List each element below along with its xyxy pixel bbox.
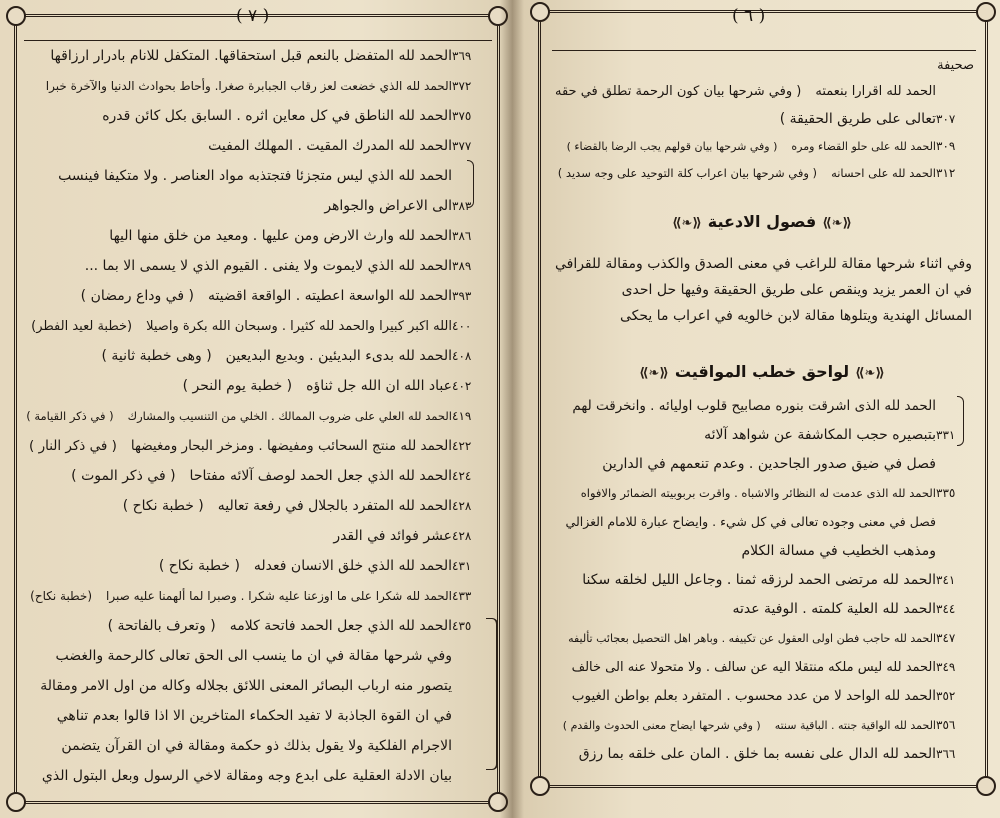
- entry-text: في ان القوة الجاذبة لا تفيد الحكماء المتاخرين الا اذا قالوا بعدم تناهي: [56, 708, 452, 724]
- section-title: فصول الادعية: [707, 212, 817, 231]
- entry-note: ( وفي شرحها بيان قولهم يجب الرضا بالقضاء ): [566, 140, 778, 153]
- list-item: [30, 584, 488, 608]
- table-of-contents-left: [22, 44, 488, 804]
- page-reference: ٣٤٩: [936, 660, 956, 674]
- section-title: لواحق خطب المواقيت: [674, 362, 850, 381]
- entry-text: فصل في ضيق صدور الجاحدين . وعدم تنعمهم في الدارين: [602, 456, 936, 472]
- page-reference: ٣٧٢: [452, 79, 472, 93]
- entry-text: الله اكبر كبيرا والحمد لله كثيرا . وسبحان الله بكرة واصيلا: [146, 319, 452, 334]
- list-item: [588, 452, 972, 476]
- entry-text: الحمد لله الذي خضعت لعز رقاب الجبابرة صغرا. وأحاط بحوادث الدنيا والآخرة خبرا: [45, 79, 452, 93]
- entry-text: الحمد لله على حلو القضاء ومره: [791, 140, 936, 153]
- page-reference: ٤٢٨: [452, 529, 472, 543]
- list-item: المسائل الهندية ويتلوها مقالة لابن خالويه في اعراب ما يحكى: [619, 308, 972, 324]
- entry-text: الحمد لله اقرارا بنعمته: [815, 84, 936, 99]
- ornament-icon: ⟪❧⟫: [822, 216, 852, 231]
- list-item: [558, 655, 972, 679]
- list-item: [71, 254, 488, 278]
- list-item: [319, 524, 488, 548]
- page-reference: ٤٢٨: [452, 499, 472, 513]
- entry-note: ( في ذكر النار ): [29, 438, 117, 454]
- ornament-icon: ⟪❧⟫: [639, 366, 669, 381]
- entry-text: وفي شرحها مقالة في ان ما ينسب الى الحق تعالى كالرحمة والغضب: [55, 648, 452, 664]
- entry-text: الحمد لله الواقية جنته . الباقية سنته: [774, 719, 936, 732]
- list-item: [29, 434, 488, 458]
- list-item: [26, 674, 488, 698]
- entry-text: الحمد لله العلية كلمته . الوفية عدته: [732, 601, 936, 617]
- entry-text: الحمد لله الناطق في كل معاين اثره . السابق بكل كائن قدره: [102, 108, 452, 124]
- page-reference: ٤١٩: [452, 409, 472, 423]
- section-heading: [552, 212, 972, 231]
- list-item: [194, 134, 488, 158]
- section-description: [552, 252, 972, 332]
- entry-note: ( وهى خطبة ثانية ): [101, 348, 212, 364]
- entry-note: ( وفي شرحها بيان كون الرحمة تطلق في حقه: [555, 84, 802, 99]
- entry-text: الحمد لله الواسعة اعطيته . الواقعة اقضيته: [207, 288, 452, 304]
- entry-text: الحمد لله الذي لايموت ولا يفنى . القيوم الذي لا يسمى الا بما ...: [84, 258, 452, 274]
- entry-text: الحمد لله بدىء البديئين . وبديع البديعين: [225, 348, 452, 364]
- entry-note: (خطبة لعيد الفطر): [31, 319, 133, 334]
- page-reference: ٤٠٨: [452, 349, 472, 363]
- entry-note: ( وتعرف بالفاتحة ): [107, 618, 216, 634]
- entry-text: الحمد لله حاجب فطن اولى العقول عن تكييفه . وباهر اهل التحصيل بعجائب تأليفه: [568, 632, 936, 645]
- list-item: [36, 44, 488, 68]
- entry-text: الحمد لله المدرك المقيت . المهلك المفيت: [208, 138, 452, 154]
- entry-note: ( وفي شرحها ايضاح معنى الحدوث والقدم ): [562, 719, 761, 732]
- entry-text: الحمد لله مرتضى الحمد لرزقه ثمنا . وجاعل الليل لخلقه سكنا: [582, 572, 936, 588]
- header-rule: [552, 50, 976, 51]
- list-item: [558, 684, 972, 708]
- page-reference: ٤٠٢: [452, 379, 472, 393]
- entry-text: الحمد لله الذي جعل الحمد لوصف آلائه مفتاحا: [189, 468, 452, 484]
- entry-note: ( في ذكر القيامة ): [26, 409, 114, 423]
- ornament-icon: ⟪❧⟫: [855, 366, 885, 381]
- page-reference: ٣٧٧: [452, 139, 472, 153]
- list-item: [26, 404, 488, 428]
- list-item: [42, 644, 488, 668]
- entry-text: الحمد لله العلي على ضروب الممالك . الخلي من التنسيب والمشارك: [127, 409, 452, 423]
- entry-text: الحمد لله الذي ليس متجزئا فتجتذبه مواد العناصر . ولا متكيفا فينسب: [58, 168, 452, 184]
- list-item: [95, 224, 488, 248]
- page-reference: ٣٤٧: [936, 631, 956, 645]
- entry-text: الحمد لله الواحد لا من عدد محسوب . المتفرد بعلم بواطن الغيوب: [571, 688, 936, 704]
- list-item: [47, 734, 488, 758]
- entry-text: الحمد لله منتج السحائب ومفيضها . ومزخر البحار ومغيضها: [130, 438, 452, 454]
- list-item: [183, 374, 488, 398]
- entry-text: الحمد لله الذي خلق الانسان فعدله: [253, 558, 452, 574]
- list-item: [728, 539, 972, 563]
- list-item: في ان العمر يزيد وينقص على طريق الحقيقة وفيها حل احدى: [621, 282, 972, 298]
- page-reference: ٣٩٣: [452, 289, 472, 303]
- entry-text: الاجرام الفلكية ولا يقول بذلك ذو حكمة ومقالة في ان القرآن يتضمن: [61, 738, 452, 754]
- list-item: [718, 597, 972, 621]
- page-number: ( ٦ ): [732, 6, 766, 26]
- contents-bottom: [552, 394, 972, 774]
- corner-ornament: [976, 2, 996, 22]
- list-item: وفي اثناء شرحها مقالة للراغب في معنى الصدق والكذب ومقالة للقرافي: [554, 256, 972, 272]
- entry-text: بتبصيره حجب المكاشفة عن شواهد آلائه: [704, 427, 936, 443]
- entry-text: الحمد لله شكرا على ما اوزعنا عليه شكرا . وصبرا لما ألهمنا عليه صبرا: [106, 589, 452, 603]
- entry-text: الحمد لله ليس ملكه منتقلا اليه عن سالف . ولا متحولا عنه الى خالف: [571, 660, 936, 675]
- entry-note: ( في ذكر الموت ): [71, 468, 176, 484]
- entry-text: ومذهب الخطيب في مسالة الكلام: [741, 543, 936, 559]
- entry-text: الى الاعراض والجواهر: [324, 198, 452, 214]
- ornament-icon: ⟪❧⟫: [672, 216, 702, 231]
- page-reference: ٣٥٢: [936, 689, 956, 703]
- page-reference: ٤٣٣: [452, 589, 472, 603]
- entry-text: الحمد لله الذى عدمت له النظائر والاشباه . واقرت بربوبيته الضمائر والافواه: [580, 486, 936, 500]
- page-reference: ٣٤١: [936, 573, 956, 587]
- entry-text: الحمد لله المتفرد بالجلال في رفعة تعاليه: [217, 498, 452, 514]
- page-reference: ٣٦٩: [452, 49, 472, 63]
- entry-text: الحمد لله المتفضل بالنعم قبل استحقاقها. المتكفل للانام بادرار ارزاقها: [50, 48, 452, 64]
- entry-text: بيان الادلة العقلية على ابدع وجه ومقالة لاخي الرسول وبعل البتول الذي: [41, 768, 452, 784]
- contents-top: [552, 80, 972, 190]
- corner-ornament: [6, 6, 26, 26]
- corner-ornament: [976, 776, 996, 796]
- page-number: ( ٧ ): [236, 6, 270, 26]
- list-item: [28, 764, 488, 788]
- list-item: [554, 626, 972, 650]
- list-item: [558, 161, 972, 185]
- entry-text: الحمد لله على احسانه: [831, 166, 936, 180]
- list-item: [44, 164, 488, 188]
- list-item: [31, 314, 488, 338]
- list-item: [555, 80, 972, 104]
- list-item: [563, 713, 972, 737]
- entry-text: الحمد لله الذى اشرقت بنوره مصابيح قلوب اوليائه . وانخرقت لهم: [572, 398, 936, 414]
- list-item: [310, 194, 488, 218]
- page-reference: ٣٨٣: [452, 199, 472, 213]
- section-heading: [552, 362, 972, 381]
- page-reference: ٤٣٥: [452, 619, 472, 633]
- page-reference: ٣٠٩: [936, 139, 956, 153]
- list-item: [565, 742, 972, 766]
- page-reference: ٣٠٧: [936, 112, 956, 126]
- entry-text: يتصور منه ارباب البصائر المعنى اللائق بجلاله وكاله من اول الامر ومقالة: [40, 678, 452, 694]
- page-reference: ٣٣١: [936, 428, 956, 442]
- page-reference: ٤٢٢: [452, 439, 472, 453]
- page-reference: ٣١٢: [936, 166, 956, 180]
- column-label: صحيفة: [937, 58, 974, 73]
- book-gutter: [500, 0, 524, 818]
- right-page: [512, 0, 1000, 818]
- list-item: [123, 494, 488, 518]
- entry-text: الحمد لله الذي جعل الحمد فاتحة كلامه: [229, 618, 452, 634]
- entry-note: (خطبة نكاح): [30, 589, 93, 603]
- entry-note: ( خطبة يوم النحر ): [182, 378, 293, 394]
- page-reference: ٣٥٦: [936, 718, 956, 732]
- page-reference: ٣٨٩: [452, 259, 472, 273]
- page-reference: ٣٦٦: [936, 747, 956, 761]
- entry-note: ( في وداع رمضان ): [80, 288, 194, 304]
- page-reference: ٤٢٤: [452, 469, 472, 483]
- entry-text: تعالى على طريق الحقيقة ): [779, 111, 936, 127]
- list-item: [43, 704, 488, 728]
- page-reference: ٣٨٦: [452, 229, 472, 243]
- page-reference: ٣٣٥: [936, 486, 956, 500]
- entry-text: عباد الله ان الله جل ثناؤه: [306, 378, 452, 394]
- list-item: [71, 464, 488, 488]
- list-item: [567, 134, 972, 158]
- entry-text: الحمد لله الدال على نفسه بما خلق . المان على خلقه بما رزق: [578, 746, 936, 762]
- page-reference: ٣٤٤: [936, 602, 956, 616]
- list-item: [567, 481, 972, 505]
- list-item: [558, 394, 972, 418]
- corner-ornament: [530, 776, 550, 796]
- list-item: [101, 344, 488, 368]
- list-item: [766, 107, 972, 131]
- list-item: [32, 74, 488, 98]
- page-reference: ٣٧٥: [452, 109, 472, 123]
- header-rule: [24, 40, 492, 41]
- entry-text: فصل في معنى وجوده تعالى في كل شيء . وايضاح عبارة للامام الغزالي: [565, 514, 936, 529]
- list-item: [88, 104, 488, 128]
- list-item: [81, 284, 488, 308]
- list-item: [108, 614, 488, 638]
- entry-text: الحمد لله وارث الارض ومن عليها . ومعيد من خلق منها اليها: [109, 228, 452, 244]
- list-item: [690, 423, 972, 447]
- entry-note: ( وفي شرحها بيان اعراب كلة التوحيد على وجه سديد ): [557, 166, 818, 180]
- list-item: [568, 568, 972, 592]
- entry-text: عشر فوائد في القدر: [333, 528, 452, 544]
- corner-ornament: [530, 2, 550, 22]
- page-reference: ٤٣١: [452, 559, 472, 573]
- page-reference: ٤٠٠: [452, 319, 472, 333]
- entry-note: ( خطبة نكاح ): [122, 498, 204, 514]
- list-item: [552, 510, 972, 534]
- list-item: [159, 554, 488, 578]
- entry-note: ( خطبة نكاح ): [158, 558, 240, 574]
